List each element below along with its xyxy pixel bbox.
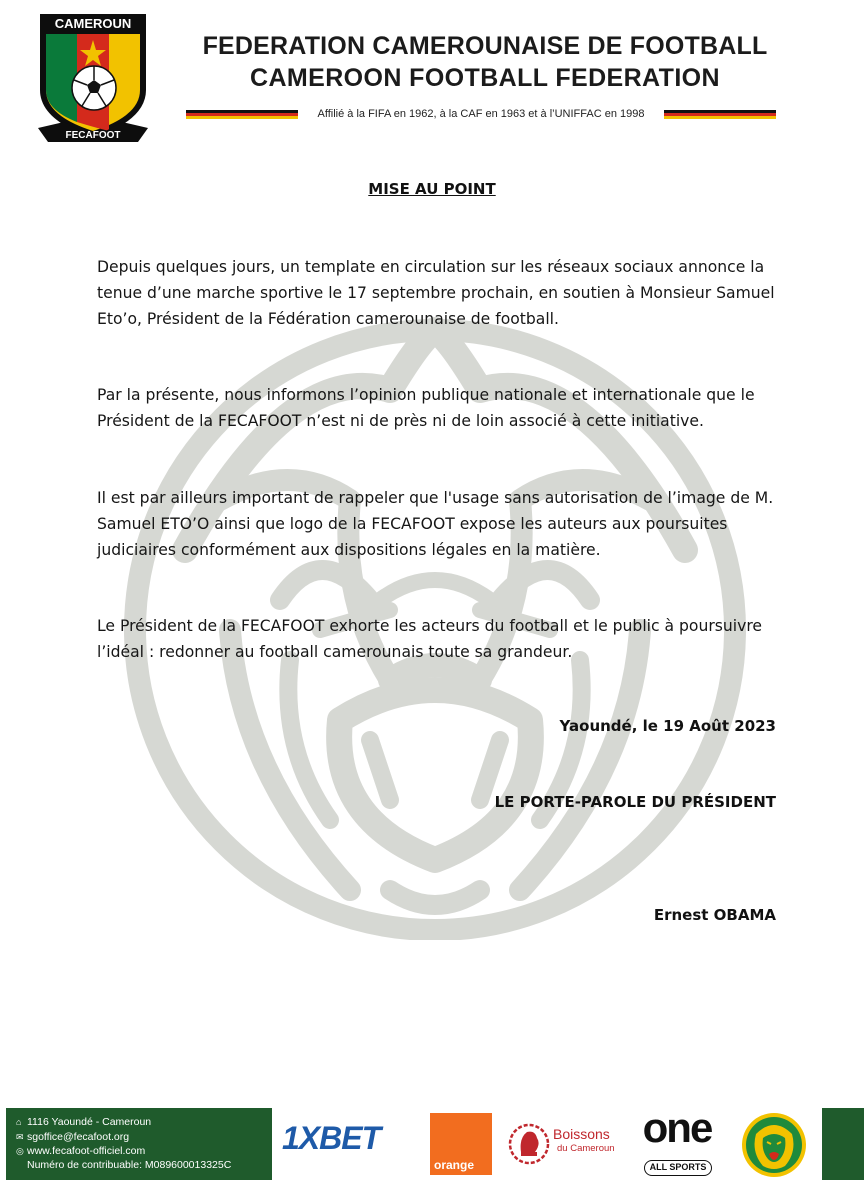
sponsor-1xbet-logo: 1XBET — [282, 1120, 381, 1156]
sponsor-orange-logo — [430, 1113, 492, 1175]
svg-text:FECAFOOT: FECAFOOT — [65, 130, 121, 141]
svg-text:CAMEROUN: CAMEROUN — [54, 16, 132, 31]
federation-title-fr: FEDERATION CAMEROUNAISE DE FOOTBALL — [202, 32, 768, 60]
paragraph-3: Il est par ailleurs important de rappeler que l'usage sans autorisation de l’image de M. Samuel ETO’O ainsi que logo de la FECAFOOT expose les auteurs aux poursuites judiciaires conformément aux dispositions légales en la matière. — [97, 489, 774, 559]
paragraph-4: Le Président de la FECAFOOT exhorte les acteurs du football et le public à poursuivre l’idéal : redonner au football camerounais toute sa grandeur. — [97, 617, 762, 661]
paragraph-2: Par la présente, nous informons l’opinion publique nationale et internationale que le Président de la FECAFOOT n’est ni de près ni de loin associé à cette initiative. — [97, 386, 755, 430]
boissons-name-line2: du Cameroun — [557, 1143, 615, 1154]
signer-name: Ernest OBAMA — [653, 906, 776, 924]
one-logo-subtitle: ALL SPORTS — [644, 1160, 712, 1176]
mail-icon: ✉ — [16, 1132, 24, 1142]
federation-title-en: CAMEROON FOOTBALL FEDERATION — [250, 64, 720, 92]
sponsor-one-all-sports-logo — [628, 1104, 726, 1178]
one-logo-text: one — [642, 1104, 712, 1151]
paragraph-1: Depuis quelques jours, un template en circulation sur les réseaux sociaux annonce la tenue d’une marche sportive le 17 septembre prochain, en soutien à Monsieur Samuel Eto’o, Président de la Fédération camerounaise de football. — [97, 258, 775, 328]
affiliation-text: Affilié à la FIFA en 1962, à la CAF en 1963 et à l’UNIFFAC en 1998 — [317, 108, 645, 120]
orange-logo-text: orange — [434, 1158, 475, 1172]
flag-stripe-left — [186, 110, 298, 119]
signer-title: LE PORTE-PAROLE DU PRÉSIDENT — [494, 793, 776, 811]
footer-address: ⌂ 1116 Yaoundé - Cameroun — [16, 1116, 152, 1128]
fecafoot-crest-logo — [34, 10, 152, 146]
sponsor-boissons-logo — [505, 1112, 621, 1174]
home-icon: ⌂ — [16, 1117, 22, 1127]
boissons-emblem-icon — [507, 1116, 551, 1172]
globe-icon: ◎ — [16, 1146, 24, 1156]
footer-right-bar — [822, 1108, 864, 1180]
footer-website: ◎ www.fecafoot-officiel.com — [16, 1145, 146, 1157]
flag-stripe-right — [664, 110, 776, 119]
footer-email: ✉ sgoffice@fecafoot.org — [16, 1131, 130, 1143]
footer-tax-number: Numéro de contribuable: M089600013325C — [27, 1159, 232, 1171]
boissons-name-line1: Boissons — [553, 1126, 610, 1142]
place-date: Yaoundé, le 19 Août 2023 — [559, 717, 776, 735]
document-heading: MISE AU POINT — [368, 180, 496, 198]
lion-badge-icon — [741, 1112, 807, 1178]
footer-contact-block — [6, 1108, 272, 1180]
